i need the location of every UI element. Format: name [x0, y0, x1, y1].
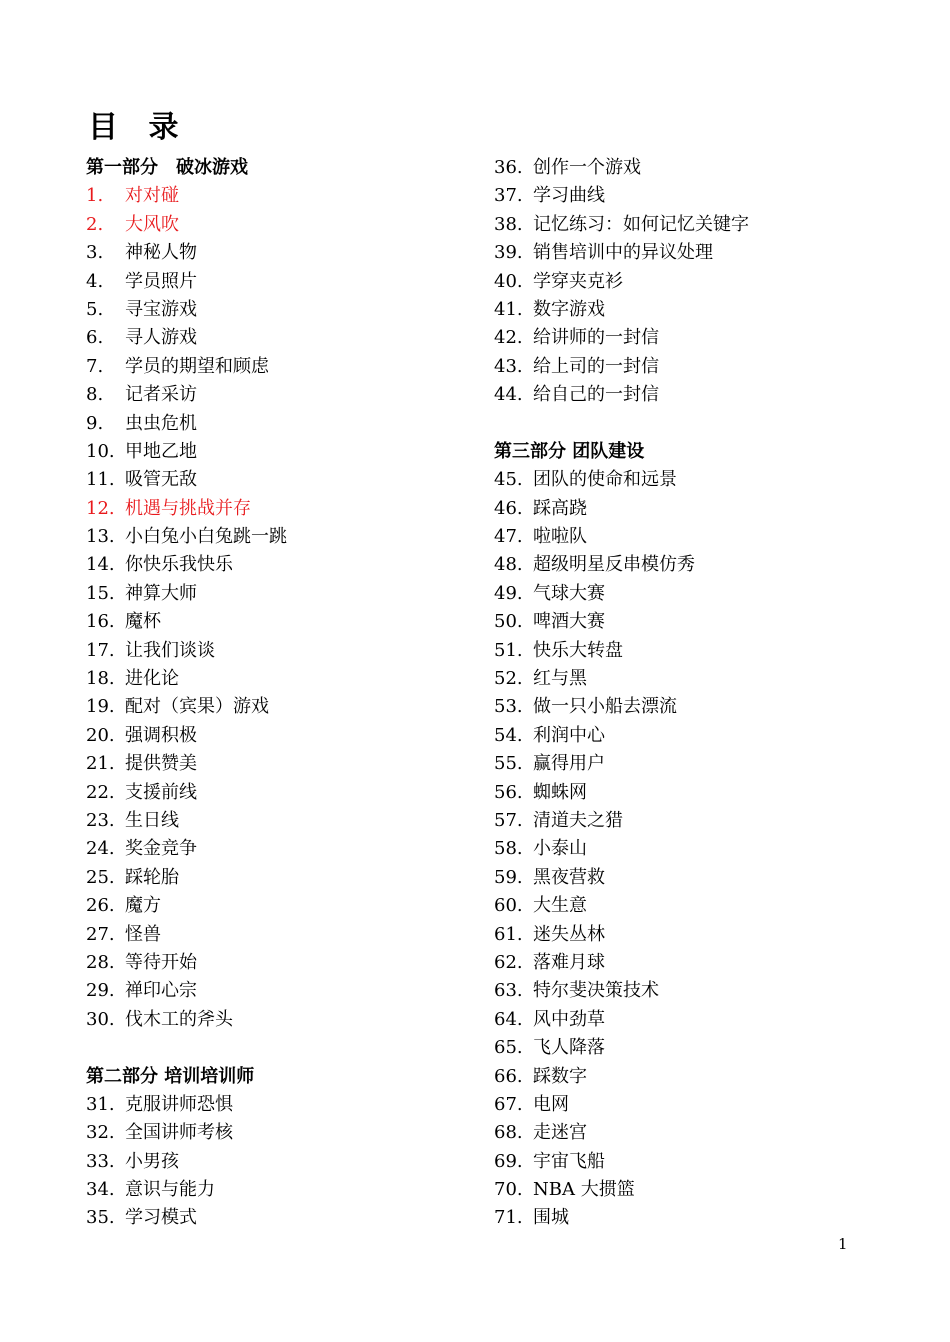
toc-entry[interactable]: 31. 克服讲师恐惧: [86, 1093, 233, 1115]
toc-entry[interactable]: 62. 落难月球: [494, 951, 605, 973]
toc-entry[interactable]: 8. 记者采访: [86, 384, 197, 406]
toc-entry[interactable]: 36. 创作一个游戏: [494, 157, 641, 178]
toc-entry[interactable]: 30. 伐木工的斧头: [86, 1008, 233, 1030]
toc-entry[interactable]: 11. 吸管无敌: [86, 469, 197, 491]
toc-entry[interactable]: 9. 虫虫危机: [86, 412, 197, 434]
toc-entry[interactable]: 10. 甲地乙地: [86, 440, 197, 462]
toc-entry[interactable]: 24. 奖金竞争: [86, 838, 197, 860]
toc-entry[interactable]: 27. 怪兽: [86, 923, 161, 945]
toc-entry[interactable]: 6. 寻人游戏: [86, 327, 197, 349]
toc-entry[interactable]: 22. 支援前线: [86, 781, 197, 803]
toc-entry[interactable]: 25. 踩轮胎: [86, 866, 179, 888]
page-number: 1: [838, 1235, 848, 1253]
toc-entry[interactable]: 2. 大风吹: [86, 213, 179, 235]
section-heading-part3[interactable]: 第三部分 团队建设: [494, 440, 645, 462]
toc-entry[interactable]: 52. 红与黑: [494, 668, 587, 690]
toc-entry[interactable]: 59. 黑夜营救: [494, 866, 605, 888]
toc-entry[interactable]: 41. 数字游戏: [494, 298, 605, 320]
toc-entry[interactable]: 70. NBA 大掼篮: [494, 1179, 635, 1201]
toc-entry[interactable]: 66. 踩数字: [494, 1065, 587, 1087]
section-spacer: [86, 1034, 486, 1062]
section-spacer: [494, 410, 894, 438]
toc-entry[interactable]: 12. 机遇与挑战并存: [86, 497, 251, 519]
toc-entry[interactable]: 68. 走迷宫: [494, 1122, 587, 1144]
toc-entry[interactable]: 15. 神算大师: [86, 582, 197, 604]
toc-entry[interactable]: 55. 赢得用户: [494, 753, 605, 775]
toc-entry[interactable]: 45. 团队的使命和远景: [494, 469, 677, 491]
toc-entry[interactable]: 64. 风中劲草: [494, 1008, 605, 1030]
toc-entry[interactable]: 4. 学员照片: [86, 270, 197, 292]
toc-entry[interactable]: 63. 特尔斐决策技术: [494, 980, 659, 1002]
toc-entry[interactable]: 29. 禅印心宗: [86, 980, 197, 1002]
toc-right-column: [494, 154, 894, 1233]
toc-entry[interactable]: 46. 踩高跷: [494, 497, 587, 519]
toc-entry[interactable]: 49. 气球大赛: [494, 582, 605, 604]
toc-entry[interactable]: 57. 清道夫之猎: [494, 809, 623, 831]
toc-entry[interactable]: 13. 小白兔小白兔跳一跳: [86, 526, 287, 548]
toc-entry[interactable]: 40. 学穿夹克衫: [494, 270, 623, 292]
toc-entry[interactable]: 54. 利润中心: [494, 724, 605, 746]
toc-entry[interactable]: 20. 强调积极: [86, 724, 197, 746]
toc-entry[interactable]: 37. 学习曲线: [494, 185, 605, 207]
toc-entry[interactable]: 35. 学习模式: [86, 1207, 197, 1229]
toc-entry[interactable]: 58. 小泰山: [494, 838, 587, 860]
toc-entry[interactable]: 44. 给自己的一封信: [494, 384, 659, 406]
toc-entry[interactable]: 39. 销售培训中的异议处理: [494, 242, 713, 264]
toc-entry[interactable]: 18. 进化论: [86, 668, 179, 690]
toc-entry[interactable]: 67. 电网: [494, 1093, 569, 1115]
toc-entry[interactable]: 48. 超级明星反串模仿秀: [494, 554, 695, 576]
toc-entry[interactable]: 3. 神秘人物: [86, 242, 197, 264]
toc-entry[interactable]: 28. 等待开始: [86, 951, 197, 973]
toc-entry[interactable]: 23. 生日线: [86, 809, 179, 831]
toc-entry[interactable]: 32. 全国讲师考核: [86, 1122, 233, 1144]
toc-entry[interactable]: 14. 你快乐我快乐: [86, 554, 233, 576]
page-title: 目 录: [88, 110, 189, 145]
toc-entry[interactable]: 33. 小男孩: [86, 1150, 179, 1172]
section-heading-part2[interactable]: 第二部分 培训培训师: [86, 1065, 255, 1087]
toc-entry[interactable]: 43. 给上司的一封信: [494, 355, 659, 377]
toc-entry[interactable]: 56. 蜘蛛网: [494, 781, 587, 803]
toc-entry[interactable]: 69. 宇宙飞船: [494, 1150, 605, 1172]
toc-entry[interactable]: 7. 学员的期望和顾虑: [86, 355, 269, 377]
toc-entry[interactable]: 16. 魔杯: [86, 611, 161, 633]
toc-entry[interactable]: 53. 做一只小船去漂流: [494, 696, 677, 718]
toc-left-column: [86, 154, 486, 1233]
toc-entry[interactable]: 51. 快乐大转盘: [494, 639, 623, 661]
toc-entry[interactable]: 42. 给讲师的一封信: [494, 327, 659, 349]
toc-entry[interactable]: 19. 配对（宾果）游戏: [86, 696, 269, 718]
toc-entry[interactable]: 60. 大生意: [494, 895, 587, 917]
toc-entry[interactable]: 5. 寻宝游戏: [86, 298, 197, 320]
toc-entry[interactable]: 38. 记忆练习：如何记忆关键字: [494, 213, 749, 235]
section-heading-part1[interactable]: 第一部分 破冰游戏: [86, 157, 248, 178]
toc-entry[interactable]: 1. 对对碰: [86, 185, 179, 207]
toc-entry[interactable]: 17. 让我们谈谈: [86, 639, 215, 661]
toc-entry[interactable]: 71. 围城: [494, 1207, 569, 1229]
toc-entry[interactable]: 61. 迷失丛林: [494, 923, 605, 945]
toc-entry[interactable]: 65. 飞人降落: [494, 1037, 605, 1059]
toc-entry[interactable]: 34. 意识与能力: [86, 1179, 215, 1201]
toc-entry[interactable]: 21. 提供赞美: [86, 753, 197, 775]
toc-entry[interactable]: 50. 啤酒大赛: [494, 611, 605, 633]
toc-entry[interactable]: 47. 啦啦队: [494, 526, 587, 548]
toc-entry[interactable]: 26. 魔方: [86, 895, 161, 917]
